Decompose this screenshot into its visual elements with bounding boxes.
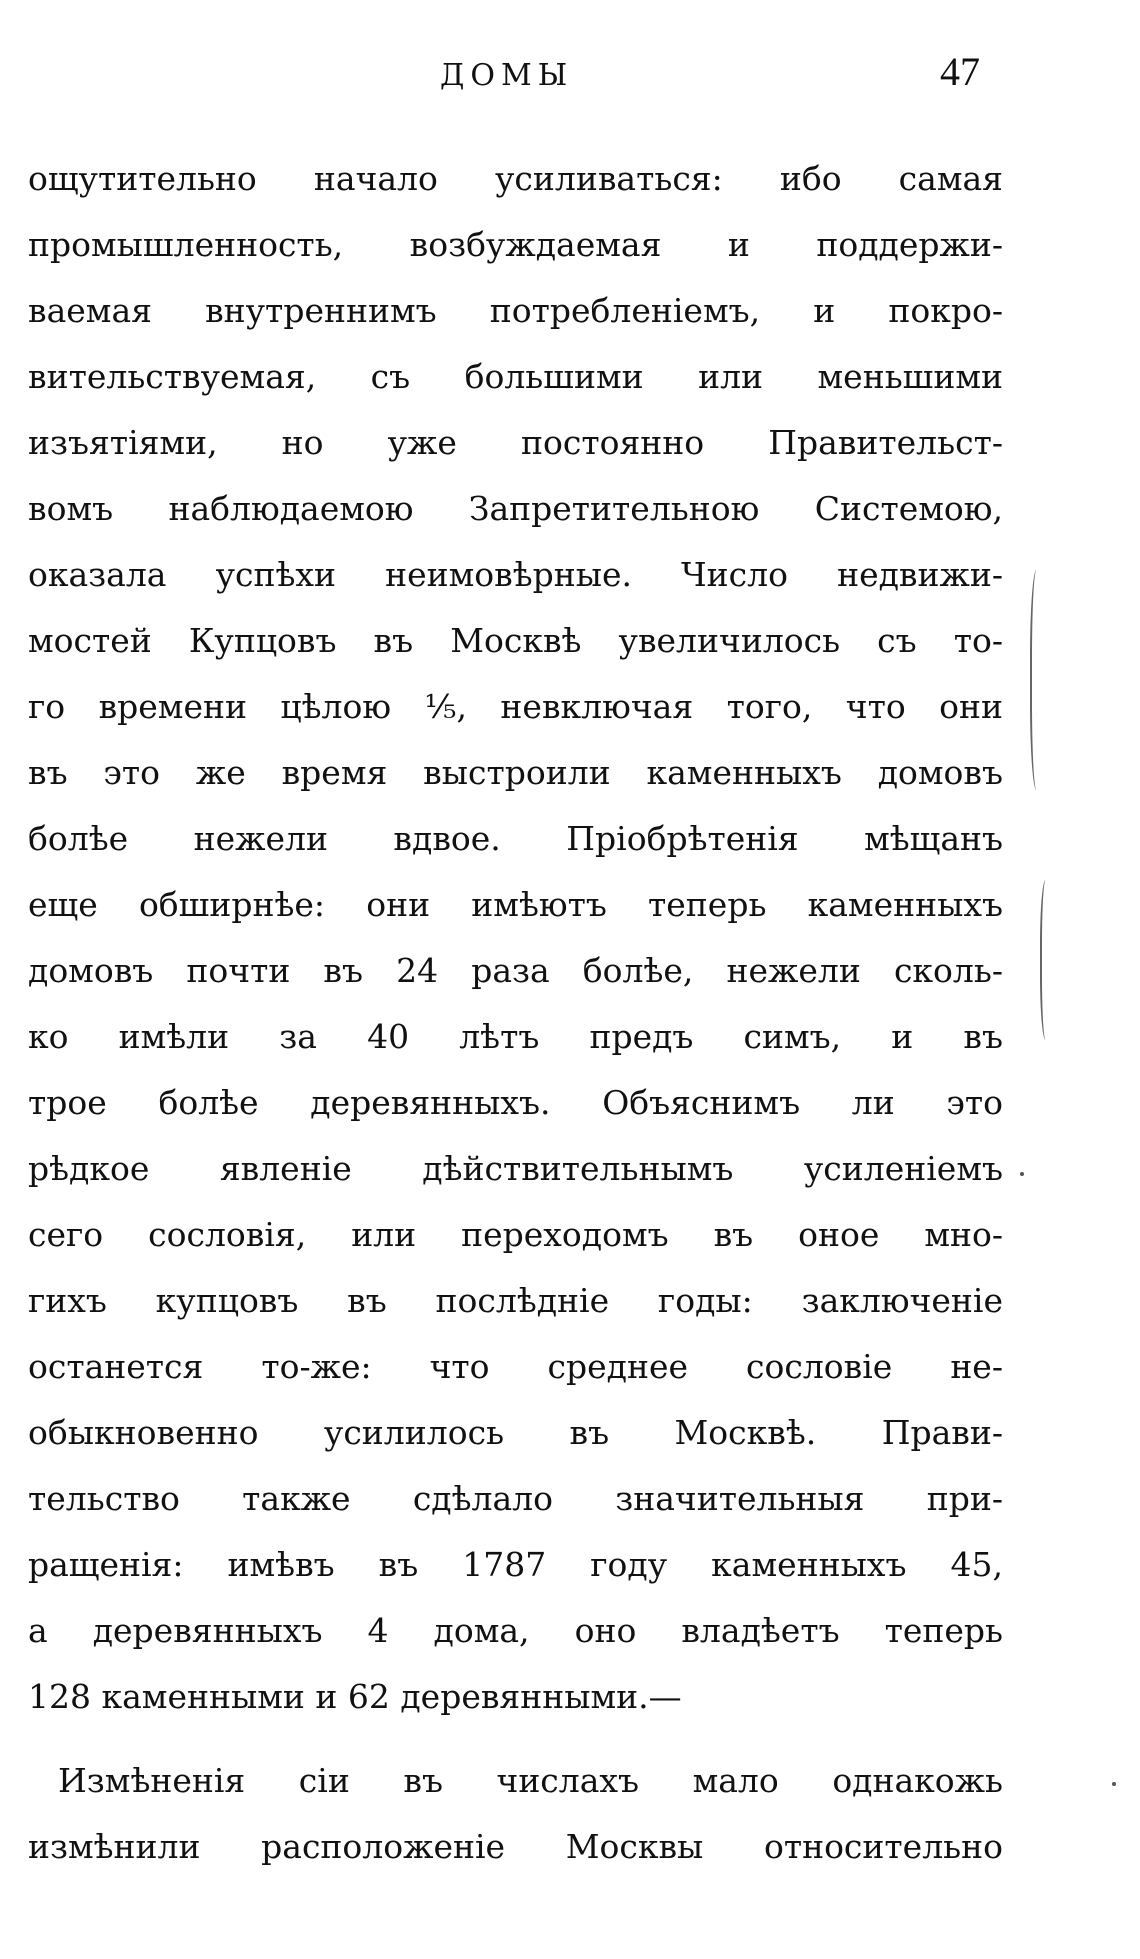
text-line: вомъ наблюдаемою Запретительною Системою, [28,489,1003,528]
text-line: го времени цѣлою ⅕, невключая того, что они [28,687,1003,726]
text-line: 128 каменными и 62 деревянными.— [28,1677,682,1716]
text-line: еще обширнѣе: они имѣютъ теперь каменныхъ [28,885,1003,924]
text-line: трое болѣе деревянныхъ. Объяснимъ ли это [28,1083,1003,1122]
text-line: вительствуемая, съ большими или меньшими [28,357,1003,396]
running-title: ДОМЫ [440,58,574,93]
margin-dot [1020,1172,1024,1176]
text-line: мостей Купцовъ въ Москвѣ увеличилось съ то- [28,621,1003,660]
text-line: ваемая внутреннимъ потребленіемъ, и покро- [28,291,1003,330]
text-line: а деревянныхъ 4 дома, оно владѣетъ теперь [28,1611,1003,1650]
text-line: ощутительно начало усиливаться: ибо самая [28,159,1003,198]
text-line: сего сословія, или переходомъ въ оное мно- [28,1215,1003,1254]
text-line: измѣнили расположеніе Москвы относительно [28,1827,1003,1866]
text-line: обыкновенно усилилось въ Москвѣ. Прави- [28,1413,1003,1452]
margin-pencil-mark [1040,880,1054,1040]
text-line: болѣе нежели вдвое. Пріобрѣтенія мѣщанъ [28,819,1003,858]
text-line: рѣдкое явленіе дѣйствительнымъ усиленіемъ [28,1149,1003,1188]
text-line: ко имѣли за 40 лѣтъ предъ симъ, и въ [28,1017,1003,1056]
text-line: гихъ купцовъ въ послѣдніе годы: заключеніе [28,1281,1003,1320]
text-line: оказала успѣхи неимовѣрные. Число недвижи- [28,555,1003,594]
paragraph-1 [28,146,1003,1730]
margin-dot [1112,1782,1116,1786]
paragraph-2 [28,1748,1003,1880]
text-line: останется то-же: что среднее сословіе не- [28,1347,1003,1386]
text-line: въ это же время выстроили каменныхъ домовъ [28,753,1003,792]
text-line: Измѣненія сіи въ числахъ мало однакожь [58,1761,1003,1800]
text-line: тельство также сдѣлало значительныя при- [28,1479,1003,1518]
text-line: промышленность, возбуждаемая и поддержи- [28,225,1003,264]
text-line: ращенія: имѣвъ въ 1787 году каменныхъ 45, [28,1545,1003,1584]
text-line: домовъ почти въ 24 раза болѣе, нежели сколь- [28,951,1003,990]
page-number: 47 [940,49,980,94]
margin-pencil-mark [1030,570,1046,790]
body-text [28,146,1003,1880]
text-line: изъятіями, но уже постоянно Правительст- [28,423,1003,462]
